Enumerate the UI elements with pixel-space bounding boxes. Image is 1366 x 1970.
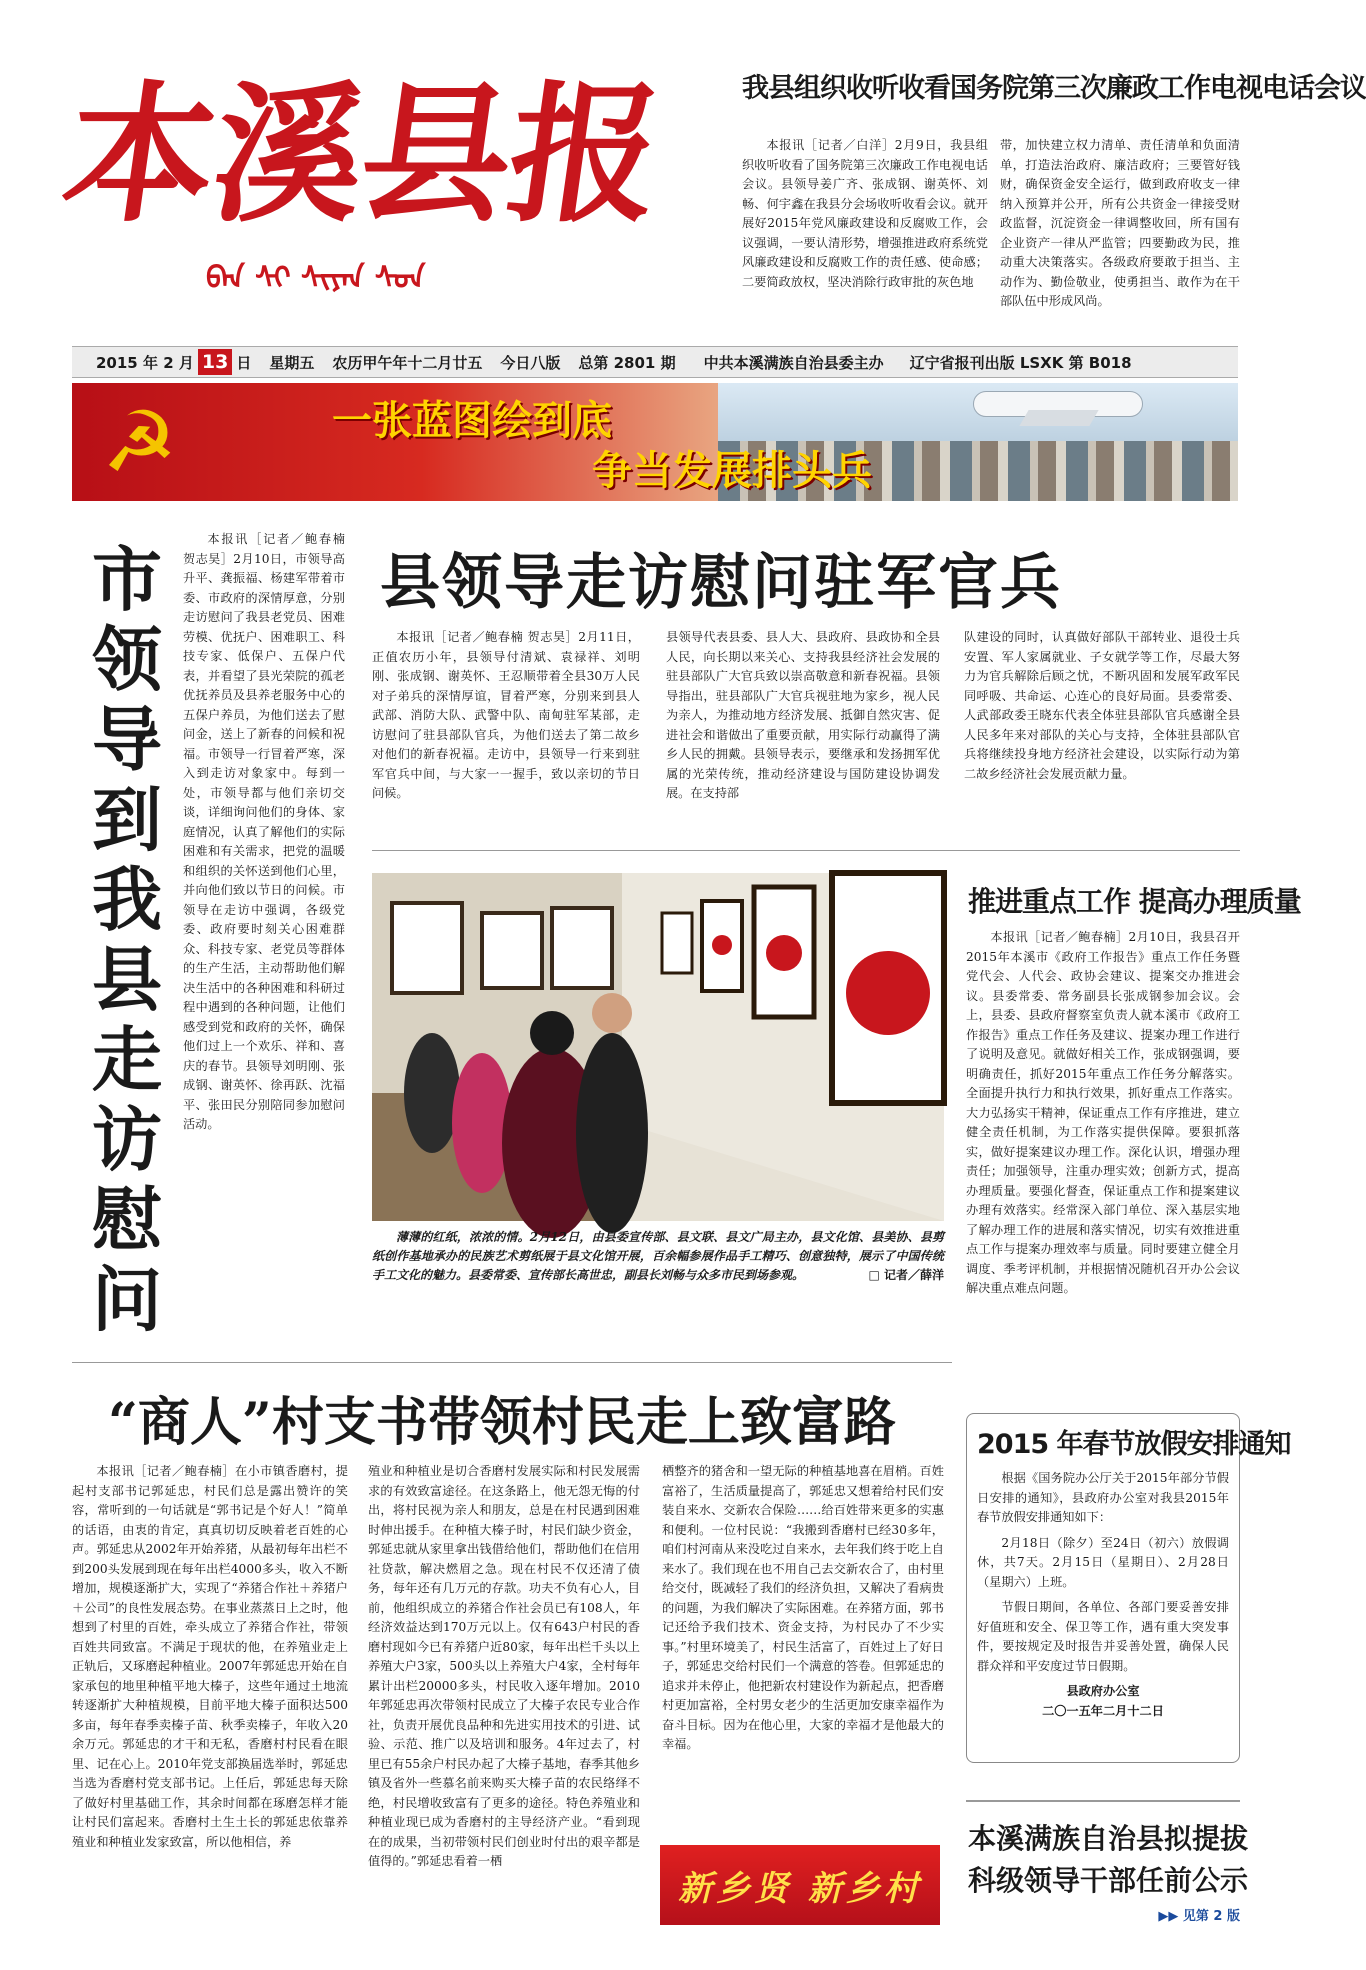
holiday-notice: [966, 1413, 1291, 1763]
announcement-headline: [968, 1818, 1249, 1902]
main-story-col2: 县领导代表县委、县人大、县政府、县政协和全县人民，向长期以来关心、支持我县经济社会发展的驻县部队广大官兵致以崇高敬意和新春祝福。县领导指出，驻县部队广大官兵视驻地为家乡，视人民为亲人，为推动地方经济发展、抵御自然灾害、促进社会和谐做出了重要贡献，用实际行动赢得了满乡人民的拥戴。县领导表示，要继承和发扬拥军优属的光荣传统，推动经济建设与国防建设协调发展。在支持部: [666, 630, 940, 800]
airplane-icon: [973, 391, 1143, 417]
main-story-col1: 本报讯［记者／鲍春楠 贺志昊］2月11日，正值农历小年，县领导付清斌、袁禄祥、刘明刚、张成钢、谢英怀、王忍顺带着全县30万人民对子弟兵的深情厚谊，冒着严寒，分别来到县人武部、消防大队、武警中队、南甸驻军某部，走访慰问了驻县部队官兵，为他们送去了第二故乡对他们的新春祝福。走访中，县领导一行来到驻军官兵中间，与大家一一握手，致以亲切的节日问候。: [372, 630, 640, 800]
section-divider: [966, 1800, 1240, 1802]
top-story-col2: 带，加快建立权力清单、责任清单和负面清单，打造法治政府、廉洁政府；三要管好钱财，确保资金安全运行，做到政府收支一律纳入预算并公开，所有公共资金一律接受财政监督，沉淀资金一律调整收回，所有国有企业资产一律从严监管；四要勤政为民，推动重大决策落实。各级政府要敢于担当、主动作为、勤俭敬业，使勇担当、敢作为在干部队伍中形成风尚。: [1000, 138, 1240, 308]
vertical-headline-char: 走: [92, 1019, 162, 1101]
notice-date: 二〇一五年二月十二日: [1042, 1703, 1164, 1718]
notice-paragraph-2: 2月18日（除夕）至24日（初六）放假调休，共7天。2月15日（星期日）、2月28日（星期六）上班。: [977, 1535, 1229, 1589]
photo-caption-text: 薄薄的红纸，浓浓的情。2月12日，由县委宣传部、县文联、县文广局主办，县文化馆、县美协、县剪纸创作基地承办的民族艺术剪纸展于县文化馆开展，百余幅参展作品手工精巧、创意独特，展示了中国传统手工文化的魅力。县委常委、宣传部长高世忠，副县长刘畅与众多市民到场参观。: [372, 1230, 944, 1282]
bottom-story-col3: 栖整齐的猪舍和一望无际的种植基地喜在眉梢。百姓富裕了，生活质量提高了，郭延忠又想着给村民们安装自来水、交新农合保险……给百姓带来更多的实惠和便利。一位村民说：“我搬到香磨村已经30多年，咱们村河南从来没吃过自来水，去年我们终于吃上自来水了。我们现在也不用自己去交新农合了，由村里给交付，既减轻了我们的经济负担，又解决了看病贵的问题，为我们解决了实际困难。在养猪方面，郭书记还给予我们技术、资金支持，为村民办了不少实事。”村里环境美了，村民生活富了，百姓过上了好日子，郭延忠交给村民们一个满意的答卷。但郭延忠的追求并未停止，他把新农村建设作为新起点，把香磨村更加富裕，全村男女老少的生活更加安康幸福作为奋斗目标。因为在他心里，大家的幸福才是他最大的幸福。: [662, 1464, 944, 1751]
vertical-headline-char: 市: [92, 539, 162, 621]
announcement-headline-line-1: 本溪满族自治县拟提拔: [968, 1822, 1249, 1855]
date-info-bar: [72, 346, 1238, 378]
photo-credit: □ 记者／薛洋: [868, 1268, 944, 1282]
bottom-story-headline: “商人”村支书带领村民走上致富路: [108, 1392, 896, 1453]
main-story-headline: 县领导走访慰问驻军官兵: [380, 548, 1062, 618]
hammer-sickle-icon: ☭: [102, 393, 178, 491]
banner-slogan-2: 争当发展排头兵: [592, 448, 872, 494]
bottom-story-col2: 殖业和种植业是切合香磨村发展实际和村民发展需求的有效致富途径。在这条路上，他无怨无悔的付出，将村民视为亲人和朋友，总是在村民遇到困难时伸出援手。在种植大榛子时，村民们缺少资金，郭延忠就从家里拿出钱借给他们，帮助他们在信用社贷款，解决燃眉之急。现在村民不仅还清了债务，每年还有几万元的存款。功夫不负有心人，目前，他组织成立的养猪合作社会员已有108人，年经济效益达到170万元以上。仅有643户村民的香磨村现如今已有养猪户近80家，每年出栏千头以上养殖大户3家，500头以上养殖大户4家，全村每年累计出栏20000多头，村民收入逐年增加。2010年郭延忠再次带领村民成立了大榛子农民专业合作社，负责开展优良品种和先进实用技术的引进、试验、示范、推广以及培训和服务。4年过去了，村里已有55余户村民办起了大榛子基地，春季其他乡镇及省外一些慕名前来购买大榛子苗的农民络绎不绝，村民增收致富有了更多的途径。特色养殖业和种植业现已成为香磨村的主导经济产业。“看到现在的成果，当初带领村民们创业时付出的艰辛都是值得的。”郭延忠看着一栖: [368, 1464, 640, 1868]
vertical-headline-char: 访: [92, 1099, 162, 1181]
notice-paragraph-1: 根据《国务院办公厅关于2015年部分节假日安排的通知》，县政府办公室对我县2015年春节放假安排通知如下：: [977, 1471, 1229, 1524]
notice-title: 2015 年春节放假安排通知: [977, 1429, 1291, 1460]
vertical-headline-char: 县: [92, 939, 162, 1021]
vertical-headline-char: 导: [92, 699, 162, 781]
photo-caption: [372, 1228, 944, 1285]
announcement-headline-line-2: 科级领导干部任前公示: [968, 1864, 1249, 1897]
xinxiang-column-badge: [660, 1845, 940, 1925]
issue-number: 总第 2801 期: [578, 353, 676, 372]
xinxiang-label: 新乡贤 新乡村: [678, 1868, 922, 1909]
section-divider: [72, 1362, 952, 1363]
date-suffix: 日: [236, 353, 252, 372]
notice-signer: 县政府办公室: [1066, 1684, 1140, 1698]
main-story-col3: 队建设的同时，认真做好部队干部转业、退役士兵安置、军人家属就业、子女就学等工作，尽最大努力为官兵解除后顾之忧，不断巩固和发展军政军民同呼吸、共命运、心连心的良好局面。县委常委、人武部政委王晓东代表全体驻县部队官兵感谢全县人民多年来对部队的关心与支持，全体驻县部队官兵将继续投身地方经济社会建设，以实际行动为第二故乡经济社会发展贡献力量。: [964, 630, 1240, 781]
city-story-vertical-headline: [72, 540, 182, 1340]
side-story-body: 本报讯［记者／鲍春楠］2月10日，我县召开2015年本溪市《政府工作报告》重点工作任务暨党代会、人代会、政协会建议、提案交办推进会议。县委常委、常务副县长张成钢参加会议。会上，县委、县政府督察室负责人就本溪市《政府工作报告》重点工作任务及建议、提案办理工作进行了说明及意见。就做好相关工作，张成钢强调，要明确责任，抓好2015年重点工作任务分解落实。全面提升执行力和执行效果，抓好重点工作落实。大力弘扬实干精神，保证重点工作有序推进，建立健全责任机制，为工作落实提供保障。要狠抓落实，做好提案建议办理工作。深化认识，增强办理责任；加强领导，注重办理实效；创新方式，提高办理质量。要强化督查，保证重点工作和提案建议办理有效落实。经常深入部门单位、深入基层实地了解办理工作的进展和落实情况，切实有效推进重点工作与提案办理效率与质量。同时要建立健全月调度、季考评机制，并根据情况随机召开办公会议解决重点难点问题。: [966, 930, 1240, 1295]
date-day: 13: [198, 349, 232, 375]
date-prefix: 2015 年 2 月: [96, 353, 194, 372]
city-story-body: 本报讯［记者／鲍春楠 贺志昊］2月10日，市领导高升平、龚振福、杨建军带着市委、市政府的深情厚意，分别走访慰问了我县老党员、困难劳模、优抚户、困难职工、科技专家、低保户、五保户代表，并看望了县光荣院的孤老优抚养员及县养老服务中心的五保户养员，为他们送去了慰问金，送上了新春的问候和祝福。市领导一行冒着严寒，深入到走访对象家中。每到一处，市领导都与他们亲切交谈，详细询问他们的身体、家庭情况，认真了解他们的实际困难和有关需求，把党的温暖和组织的关怀送到他们心里，并向他们致以节日的问候。市领导在走访中强调，各级党委、政府要时刻关心困难群众、科技专家、老党员等群体的生产生活，主动帮助他们解决生活中的各种困难和科研过程中遇到的各种问题，让他们感受到党和政府的关怀，确保他们过上一个欢乐、祥和、喜庆的春节。县领导刘明刚、张成钢、谢英怀、徐再跃、沈福平、张田民分别陪同参加慰问活动。: [183, 532, 345, 1131]
photo-illustration: [372, 873, 944, 1221]
page-count: 今日八版: [500, 353, 561, 372]
notice-paragraph-3: 节假日期间，各单位、各部门要妥善安排好值班和安全、保卫等工作，遇有重大突发事件，要按规定及时报告并妥善处置，确保人民群众祥和平安度过节日假期。: [977, 1600, 1229, 1673]
vertical-headline-char: 慰: [92, 1179, 162, 1261]
see-page-link[interactable]: ▶▶ 见第 2 版: [1158, 1909, 1240, 1924]
masthead: [53, 60, 686, 340]
vertical-headline-char: 到: [92, 779, 162, 861]
weekday: 星期五: [269, 353, 315, 372]
publisher: 中共本溪满族自治县委主办: [703, 353, 884, 372]
bottom-story-col1: 本报讯［记者／鲍春楠］在小市镇香磨村，提起村支部书记郭延忠，村民们总是露出赞许的笑容，常听到的一句话就是“郭书记是个好人！”简单的话语，由衷的肯定，真真切切反映着老百姓的心声。郭延忠从2002年开始养猪，从最初每年出栏不到200头发展到现在每年出栏4000多头，收入不断增加，规模逐渐扩大，实现了“养猪合作社＋养猪户＋公司”的良性发展态势。在事业蒸蒸日上之时，他想到了村里的百姓，牵头成立了养猪合作社，带领百姓共同致富。不满足于现状的他，在养殖业走上正轨后，又琢磨起种植业。2007年郭延忠开始在自家承包的地里种植平地大榛子，这些年通过土地流转逐渐扩大种植规模，目前平地大榛子面积达500多亩，每年春季卖榛子苗、秋季卖榛子，年收入20余万元。郭延忠的才干和无私，香磨村村民看在眼里、记在心上。2010年党支部换届选举时，郭延忠当选为香磨村党支部书记。上任后，郭延忠每天除了做好村里基础工作，其余时间都在琢磨怎样才能让村民们富起来。香磨村土生土长的郭延忠依靠养殖业和种植业发家致富，所以他相信，养: [72, 1464, 348, 1849]
vertical-headline-char: 我: [92, 859, 162, 941]
slogan-banner: [72, 383, 1238, 501]
exhibition-photo: [372, 873, 944, 1221]
section-divider: [372, 850, 1240, 851]
lunar-date: 农历甲午年十二月廿五: [332, 353, 483, 372]
vertical-headline-char: 领: [92, 619, 162, 701]
vertical-headline-char: 问: [92, 1259, 162, 1341]
newspaper-title: 本溪县报: [53, 67, 671, 243]
top-story-headline: 我县组织收听收看国务院第三次廉政工作电视电话会议: [742, 73, 1366, 104]
top-story-col1: 本报讯［记者／白洋］2月9日，我县组织收听收看了国务院第三次廉政工作电视电话会议。县领导姜广齐、张成钢、谢英怀、刘畅、何宇鑫在我县分会场收听收看会议。就开展好2015年党风廉政建设和反腐败工作，会议强调，一要认清形势，增强推进政府系统党风廉政建设和反腐败工作的责任感、使命感；二要简政放权，坚决消除行政审批的灰色地: [742, 138, 988, 289]
side-story-headline: 推进重点工作 提高办理质量: [968, 885, 1301, 918]
mongolian-title: ᠪᠡᠨ ᠰᠢ ᠰᠢᠶᠠᠨ ᠰᠣᠨ: [206, 261, 426, 296]
license-number: 辽宁省报刊出版 LSXK 第 B018: [909, 353, 1132, 372]
banner-slogan-1: 一张蓝图绘到底: [332, 398, 612, 444]
